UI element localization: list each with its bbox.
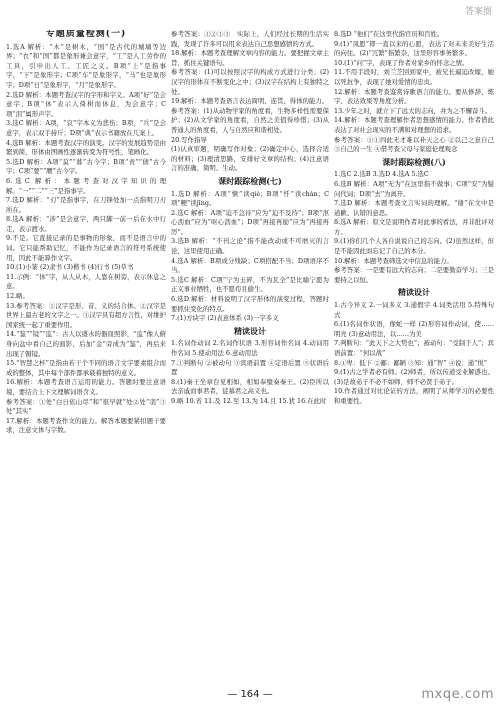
answer-paragraph: 17.解析：本题考查作文的能力。解答本题要紧扣题干要求，注意文体与字数。 [6, 416, 166, 435]
page-number: — 164 — [227, 689, 273, 700]
answer-paragraph: 参考答案：①①四此无才难以补天之心 ②以己之意自己 ③自己的一生 ④借考查父母与家庭伦理观念 [334, 135, 494, 154]
answer-paragraph: 6.选B 解析：A项“无为”在这里指不做事；C项“安”为疑问代词；D项“去”为离开。 [334, 179, 494, 198]
top-watermark: 答案圈 [464, 7, 492, 17]
answer-paragraph: 1.名词作动词 2.名词作状语 3.形容词作名词 4.动词用作名词 5.使动用法 6.意动用法 [171, 339, 329, 357]
answer-paragraph: 9.不是。它直接记录的是事物的形象，而不是语言中的词。它只能帮助记忆，不能作为记录语言的符号系统使用，因此不能算作文字。 [6, 234, 166, 262]
section-heading: 课时跟踪检测(七) [218, 175, 282, 186]
answer-paragraph: 1.选A 解析：“木”是树木，“国”是古代的城墙等边界；“衣”和“国”都是象形兼会意字，“工”是人工劳作的工具，引申出人工、工匠之义。B项“上”是指事字，“下”是象形字；C项“车”是象形字，“马”也是象形字；D项“日”是象形字，“月”是象形字。 [6, 42, 166, 89]
answer-paragraph: 参考答案：(1)可以按照汉字的构成方式进行分类；(2)汉字的形体在不断变化之中；(3)汉字在结构上有独特之处。 [171, 68, 329, 96]
answer-paragraph: 6.选C 解析：本题考查对汉字知识的理解。“一”“二”“三”是指事字。 [6, 176, 166, 195]
answer-paragraph: 8.选D “他们”在这里代指官员和百姓。 [334, 30, 444, 38]
answer-paragraph: 9.(1)“凤愿”即一直以来的心愿，表达了对未来美好生活的向往。(2)“冗繁”指繁杂，这里形容事务繁多。 [334, 39, 494, 58]
column-1-body [6, 43, 166, 436]
answer-paragraph: 1.古今异义 2.一词多义 3.通假字 4.词类活用 5.特殊句式 [334, 301, 494, 319]
answer-paragraph: 12.略。 [6, 292, 29, 301]
section-title: 专题质量检测(一) [45, 30, 127, 39]
answer-paragraph: 11.不用手段时，刘兰芝回到家中，被兄长逼迫改嫁，她以死抗争，表现了她对爱情的忠贞。 [334, 68, 494, 86]
answer-paragraph: 1.选C 2.选B 3.选D 4.选A 5.选C [334, 170, 429, 179]
answer-paragraph: 9.(1)古之学者必有师。(2)师者，所以传道受业解惑也。(3)是故弟子不必不如师，师不必贤于弟子。 [334, 368, 494, 386]
answer-paragraph: 参考答案：①处“白日依山尽”和“很早就”处②处“羽”③处“其实” [6, 397, 166, 416]
answer-paragraph: 14.解析：本题考查理解作者思想感情的能力。作者借此表达了对社会现实的不满和对理想的追求。 [334, 116, 494, 134]
answer-paragraph: (1)认真审题，明确写作对象；(2)确定中心，选择合适的材料；(3)理清思路，安排好文章的结构；(4)注意语言的准确、简明、生动。 [171, 145, 329, 173]
answer-paragraph: 15.“智慧之杯”是指由若干个不同的语言文字要素组合而成的整体，其中每个部件都承载着独特的意义。 [6, 359, 166, 377]
answer-paragraph: 6.(1)名词作状语，像蛇一样 (2)形容词作动词，使……明亮 (3)意动用法，以……为美 [334, 320, 494, 338]
answer-paragraph: 18.解析：本题考查理解文章内容的能力。要把握文章主旨，抓住关键语句。 [171, 49, 329, 67]
answer-paragraph: 10.(1)“问”字，表现了作者对家乡的怀念之情。 [334, 58, 469, 67]
column-2 [171, 30, 329, 680]
answer-paragraph: 7.选D 解析：本题考查文言实词的理解。“谢”在文中是道歉、认错的意思。 [334, 199, 494, 217]
answer-paragraph: 8.①卑：低下 ②鄙：鄙陋 ③知：通“智” ④说：通“悦” [334, 358, 488, 367]
answer-paragraph: 1.选D 解析：A项“惬”读qiè；B项“忏”读chàn；C项“粳”读jīng。 [171, 189, 329, 208]
answer-paragraph: 7.①判断句 ②被动句 ③宾语前置 ④定语后置 ⑤状语后置 [171, 358, 329, 377]
column-2-body [171, 30, 329, 407]
answer-paragraph: 5.选D 解析：A项“莫”“暮”古今字；B项“责”“债”古今字；C项“要”“腰”古今字。 [6, 157, 166, 176]
answer-paragraph: 10.解析：本题考查筛选文中信息的能力。 [334, 256, 453, 265]
answer-paragraph: 9.(1)你们几个人各自说说自己的志向。(2)虽然这样，但是不能因此而忘记了自己的本分。 [334, 237, 494, 256]
answer-paragraph: 参考答案：(1)从动物学家的角度看，生物多样性需要保护；(2)从文学家的角度看，自然之美值得珍惜；(3)从普通人的角度看，人与自然应和谐相处。 [171, 106, 329, 134]
answer-paragraph: 7.(1)方块字 (2)表意体系 (3)一字多义 [171, 314, 279, 323]
answer-paragraph: 4.选B 解析：本题考查汉字的演变。汉字的发展趋势是由繁到简，形体由图画性逐渐转变为符号性，笔画化。 [6, 138, 166, 157]
answer-paragraph: 11.示例：“休”字，从人从木，人靠在树旁，表示休息之意。 [6, 272, 166, 291]
answer-paragraph: 2.选D 解析：本题考查汉字的字形和字义。A项“好”是会意字；B项“休”表示人倚树而休息，为会意字；C项“泪”属形声字。 [6, 90, 166, 118]
answer-paragraph: 20.写作指导 [171, 135, 207, 144]
answer-paragraph: 4.选A 解析：B项成分残缺；C项搭配不当；D项语序不当。 [171, 256, 329, 275]
column-3-body [334, 30, 494, 407]
column-3 [334, 30, 494, 680]
answer-paragraph: 8.选A 解析：原文是说明作者对此事的看法，并非批评对方。 [334, 218, 494, 236]
answer-paragraph: 14.“鉴”“镜”“监”：古人以盛水的器皿照影，“监”像人俯身向盆中看自己的面影，后加“金”旁成为“鉴”，再后来出现了铜镜。 [6, 330, 166, 358]
section-heading: 精读设计 [398, 287, 430, 298]
answer-paragraph: 2.选C 解析：A项“迫不急待”应为“迫不及待”；B项“沤心沥血”应为“呕心沥血”；D项“再接再励”应为“再接再厉”。 [171, 208, 329, 236]
answer-paragraph: 5.选C 解析：C项“宁为玉碎，不为瓦全”是比喻宁愿为正义事业牺牲，也不愿苟且偷生。 [171, 275, 329, 294]
section-heading: 精读设计 [234, 325, 266, 336]
answer-paragraph: 参考答案：①②①③ 实际上，人们经过长期的生活实践，发现了许多可以用来表达自己思想感情的方式。 [171, 30, 329, 48]
site-watermark: mxqe.com [421, 687, 494, 702]
answer-paragraph: 10.(1)小篆 (2)隶书 (3)楷书 (4)行书 (5)草书 [6, 263, 134, 272]
answer-paragraph: 3.选C 解析：A项，“哀”字本义为悲伤；B项，“兵”是会意字，表示双手持斤；D项“典”表示书籍放在几案上。 [6, 119, 166, 137]
answer-paragraph: 7.选D 解析：“刃”是指事字，在刀锋处加一点指明刀刃所在。 [6, 196, 166, 214]
answer-paragraph: 参考答案：一是要有远大的志向；二是要勤奋学习；三是要持之以恒。 [334, 266, 494, 284]
answer-paragraph: 7.判断句：“此天下之大势也”；被动句：“受制于人”；宾语前置：“何以战” [334, 339, 494, 357]
answer-paragraph: 3.选B 解析：“不刊之论”指不能改动或不可磨灭的言论，这里使用正确。 [171, 237, 329, 256]
column-1 [6, 30, 166, 680]
answer-paragraph: 8.选A 解析：“涉”是会意字，两只脚一前一后在水中行走，表示渡水。 [6, 215, 166, 233]
section-heading: 课时跟踪检测(八) [382, 156, 446, 167]
answer-paragraph: 8.(1)秦王坐章台见相如，相如奉璧奏秦王。(2)臣所以去亲戚而事君者，徒慕君之高义也。 [171, 377, 329, 396]
answer-paragraph: 13.参考答案：①汉字是形、音、义的结合体。②汉字是世界上最古老的文字之一。③汉字具有超方言性，对维护国家统一起了重要作用。 [6, 301, 166, 329]
answer-paragraph: 16.解析：本题考查语言运用的能力。答题时要注意语境，要结合上下文理解词语含义。 [6, 378, 166, 396]
answer-paragraph: 6.选D 解析：材料说明了汉字形体的演变过程，答题时要抓住变化的特点。 [171, 295, 329, 313]
answer-paragraph: 9.略 10.省 11.及 12.至 13.为 14.且 15.犹 16.在此时 [171, 396, 327, 405]
answer-paragraph: 19.解析：本题考查语言表达简明、连贯、得体的能力。 [171, 97, 329, 106]
answer-paragraph: 12.解析：本题考查鉴赏诗歌语言的能力。要从修辞、炼字、表达效果等角度分析。 [334, 87, 494, 106]
answer-paragraph: 10.作者通过对比论证的方法，阐明了从师学习的必要性和重要性。 [334, 387, 494, 405]
answer-paragraph: 13.少年之时，就立下了远大的志向，并为之不懈奋斗。 [334, 106, 492, 115]
